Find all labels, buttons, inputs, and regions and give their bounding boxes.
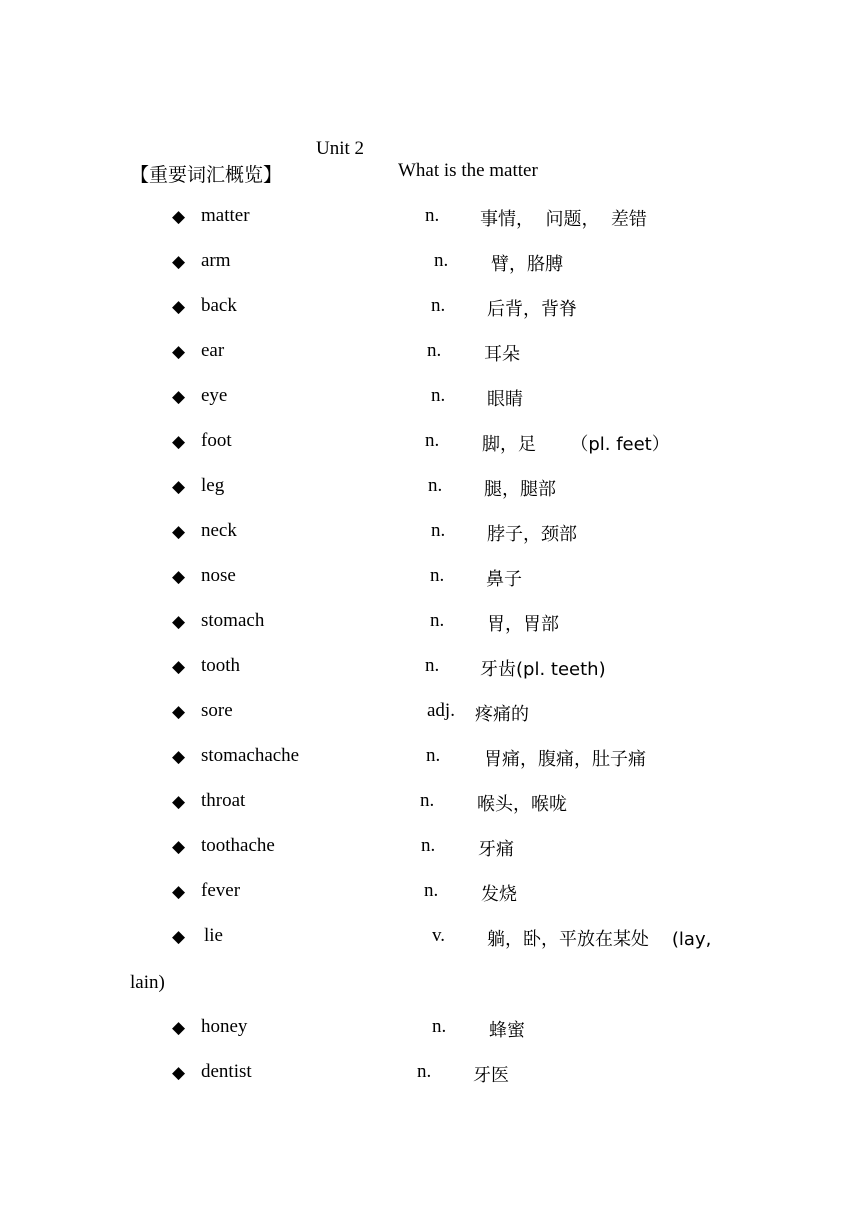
vocab-word: lie <box>204 925 223 946</box>
vocab-meaning: 牙痛 <box>478 839 514 860</box>
part-of-speech: n. <box>426 745 441 766</box>
vocab-row <box>0 295 860 321</box>
vocab-meaning: 胃痛，腹痛，肚子痛 <box>484 749 646 770</box>
vocab-meaning: 耳朵 <box>484 344 520 365</box>
vocab-meaning: 脚，足 （pl. feet） <box>482 434 670 455</box>
vocab-word: nose <box>201 565 236 586</box>
vocab-row <box>0 565 860 591</box>
vocab-row <box>0 610 860 636</box>
diamond-bullet-icon: ◆ <box>172 252 186 272</box>
vocab-word: sore <box>201 700 233 721</box>
vocab-word: leg <box>201 475 225 496</box>
diamond-bullet-icon: ◆ <box>172 1063 186 1083</box>
vocab-row <box>0 925 860 951</box>
vocab-word: honey <box>201 1016 248 1037</box>
diamond-bullet-icon: ◆ <box>172 342 186 362</box>
vocab-meaning: 后背，背脊 <box>487 299 577 320</box>
vocab-word: arm <box>201 250 231 271</box>
vocab-word: ear <box>201 340 225 361</box>
vocab-meaning: 眼睛 <box>487 389 523 410</box>
diamond-bullet-icon: ◆ <box>172 567 186 587</box>
vocab-row <box>0 520 860 546</box>
vocab-meaning: 胃，胃部 <box>487 614 559 635</box>
vocab-word: toothache <box>201 835 275 856</box>
part-of-speech: n. <box>430 610 445 631</box>
diamond-bullet-icon: ◆ <box>172 612 186 632</box>
part-of-speech: n. <box>425 205 440 226</box>
vocab-meaning: 事情， 问题， 差错 <box>480 209 647 230</box>
diamond-bullet-icon: ◆ <box>172 432 186 452</box>
vocab-meaning: 发烧 <box>481 884 517 905</box>
vocab-word: foot <box>201 430 232 451</box>
diamond-bullet-icon: ◆ <box>172 657 186 677</box>
diamond-bullet-icon: ◆ <box>172 702 186 722</box>
vocab-word: matter <box>201 205 250 226</box>
vocab-row <box>0 745 860 771</box>
vocab-word: throat <box>201 790 246 811</box>
vocab-meaning: 牙齿(pl. teeth) <box>480 659 606 680</box>
vocab-word: stomachache <box>201 745 300 766</box>
diamond-bullet-icon: ◆ <box>172 477 186 497</box>
section-heading: 【重要词汇概览】 <box>130 164 283 186</box>
part-of-speech: adj. <box>427 700 455 721</box>
part-of-speech: n. <box>431 295 446 316</box>
vocab-row <box>0 385 860 411</box>
part-of-speech: n. <box>430 565 445 586</box>
part-of-speech: n. <box>431 385 446 406</box>
vocab-row <box>0 835 860 861</box>
diamond-bullet-icon: ◆ <box>172 882 186 902</box>
vocab-word: neck <box>201 520 237 541</box>
vocab-word: dentist <box>201 1061 252 1082</box>
part-of-speech: n. <box>421 835 436 856</box>
vocab-row <box>0 700 860 726</box>
part-of-speech: n. <box>424 880 439 901</box>
vocab-word: eye <box>201 385 228 406</box>
vocab-row <box>0 475 860 501</box>
diamond-bullet-icon: ◆ <box>172 522 186 542</box>
vocab-row <box>0 250 860 276</box>
part-of-speech: n. <box>427 340 442 361</box>
vocab-meaning: 腿，腿部 <box>484 479 556 500</box>
vocab-row <box>0 880 860 906</box>
diamond-bullet-icon: ◆ <box>172 387 186 407</box>
vocab-meaning: 躺，卧，平放在某处 (lay, <box>487 929 712 950</box>
vocab-word: stomach <box>201 610 265 631</box>
part-of-speech: n. <box>431 520 446 541</box>
vocab-word: back <box>201 295 237 316</box>
vocab-row <box>0 1016 860 1042</box>
diamond-bullet-icon: ◆ <box>172 297 186 317</box>
part-of-speech: n. <box>417 1061 432 1082</box>
part-of-speech: v. <box>432 925 446 946</box>
diamond-bullet-icon: ◆ <box>172 207 186 227</box>
vocab-continuation: lain) <box>130 972 165 993</box>
part-of-speech: n. <box>434 250 449 271</box>
vocab-meaning: 疼痛的 <box>475 704 529 725</box>
vocab-row <box>0 1061 860 1087</box>
vocab-row <box>0 430 860 456</box>
diamond-bullet-icon: ◆ <box>172 792 186 812</box>
diamond-bullet-icon: ◆ <box>172 747 186 767</box>
vocab-word: fever <box>201 880 241 901</box>
vocab-meaning: 喉头，喉咙 <box>477 794 567 815</box>
diamond-bullet-icon: ◆ <box>172 927 186 947</box>
vocab-meaning: 牙医 <box>473 1065 509 1086</box>
unit-title <box>0 116 860 182</box>
vocab-row <box>0 655 860 681</box>
unit-number: Unit 2 <box>316 138 365 159</box>
vocab-meaning: 鼻子 <box>486 569 522 590</box>
part-of-speech: n. <box>432 1016 447 1037</box>
unit-name: What is the matter <box>398 160 538 181</box>
part-of-speech: n. <box>425 655 440 676</box>
diamond-bullet-icon: ◆ <box>172 1018 186 1038</box>
vocab-row <box>0 340 860 366</box>
part-of-speech: n. <box>425 430 440 451</box>
vocab-row <box>0 790 860 816</box>
vocab-word: tooth <box>201 655 241 676</box>
vocab-meaning: 脖子，颈部 <box>487 524 577 545</box>
vocab-meaning: 蜂蜜 <box>489 1020 525 1041</box>
vocab-meaning: 臂，胳膊 <box>491 254 563 275</box>
diamond-bullet-icon: ◆ <box>172 837 186 857</box>
part-of-speech: n. <box>420 790 435 811</box>
part-of-speech: n. <box>428 475 443 496</box>
vocab-row <box>0 205 860 231</box>
